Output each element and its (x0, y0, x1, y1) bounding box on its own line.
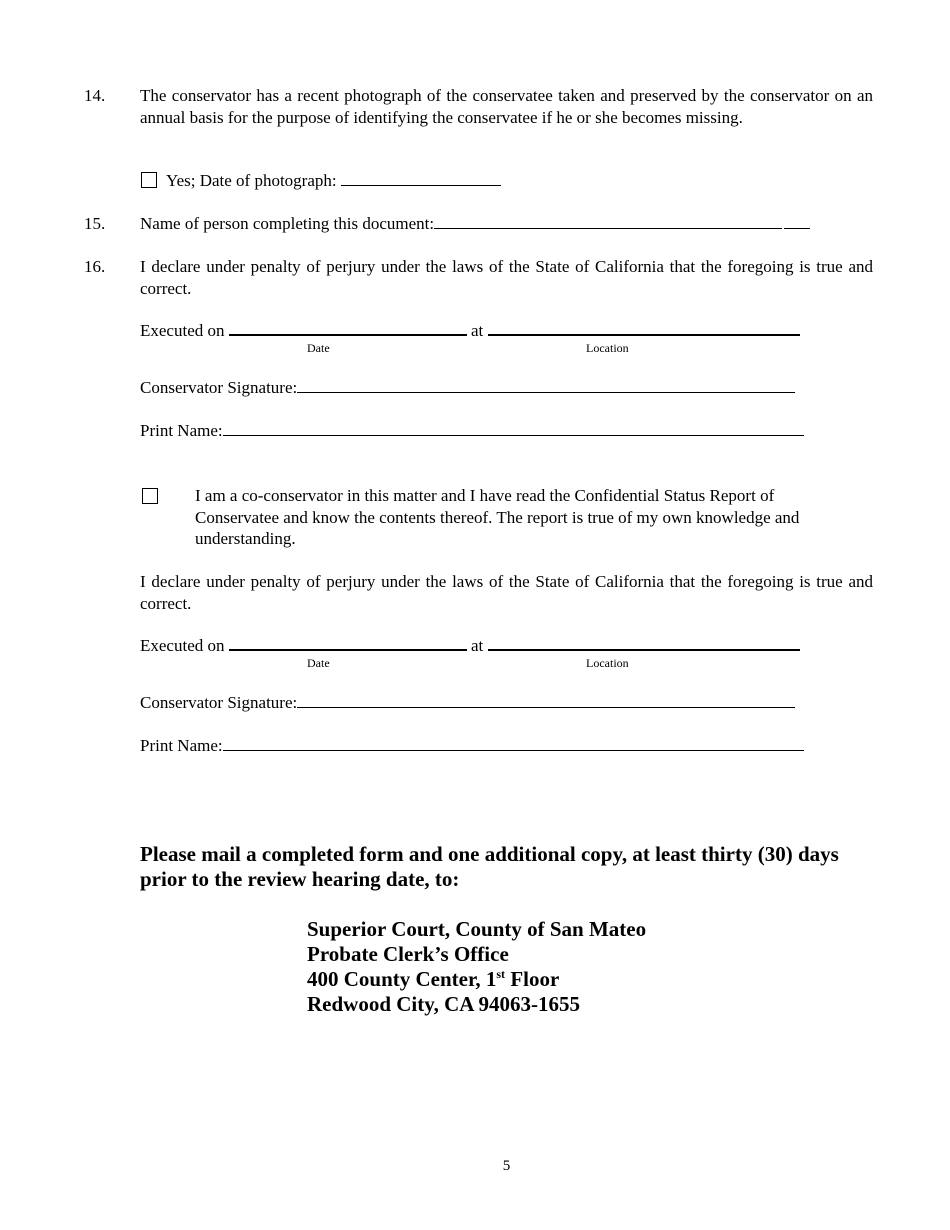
address-block (307, 917, 646, 1017)
co-conservator-declaration: I declare under penalty of perjury under the laws of the State of California that the foregoing is true and correct. (140, 572, 873, 613)
location-field-1[interactable] (488, 320, 800, 336)
print-name-row-1 (140, 420, 804, 442)
date-caption-1: Date (307, 341, 330, 355)
at-label: at (471, 321, 484, 340)
signature-label-2: Conservator Signature: (140, 693, 298, 712)
location-caption-2: Location (586, 656, 629, 670)
signature-field-2[interactable] (297, 693, 795, 708)
page-number: 5 (502, 1158, 511, 1174)
photo-yes-label: Yes; Date of photograph: (166, 171, 337, 190)
signature-label: Conservator Signature: (140, 378, 298, 397)
item-16-text: I declare under penalty of perjury under the laws of the State of California that the foregoing is true and correct. (140, 257, 873, 298)
print-name-field-2[interactable] (223, 736, 804, 751)
item-16-number: 16. (84, 257, 106, 276)
item-14-text: The conservator has a recent photograph of the conservatee taken and preserved by the conservator on an annual basis for the purpose of identifying the conservatee if he or she becomes missing. (140, 86, 873, 127)
location-caption-1: Location (586, 341, 629, 355)
co-conservator-checkbox[interactable] (142, 488, 158, 504)
print-name-label-2: Print Name: (140, 736, 223, 755)
co-conservator-text: I am a co-conservator in this matter and I have read the Confidential Status Report of Conservatee and know the contents thereof. The report is true of my own knowledge and understanding. (195, 486, 800, 548)
executed-row-1 (140, 320, 800, 342)
photo-date-field[interactable] (341, 171, 501, 186)
item-15-number: 15. (84, 214, 106, 233)
signature-row-1 (140, 377, 795, 399)
date-field-1[interactable] (229, 320, 467, 336)
executed-on-label-2: Executed on (140, 636, 225, 655)
print-name-field-1[interactable] (223, 421, 804, 436)
address-line-1: Superior Court, County of San Mateo (307, 917, 647, 941)
person-name-field-tail (784, 214, 810, 229)
mail-instruction: Please mail a completed form and one additional copy, at least thirty (30) days prior to the review hearing date, to: (140, 842, 839, 891)
person-name-field[interactable] (434, 214, 782, 229)
address-line-4: Redwood City, CA 94063-1655 (307, 992, 581, 1016)
location-field-2[interactable] (488, 635, 800, 651)
date-caption-2: Date (307, 656, 330, 670)
item-14-number: 14. (84, 86, 106, 105)
photo-yes-checkbox[interactable] (141, 172, 157, 188)
at-label-2: at (471, 636, 484, 655)
address-line-3: 400 County Center, 1st Floor (307, 967, 560, 991)
print-name-row-2 (140, 735, 804, 757)
signature-row-2 (140, 692, 795, 714)
executed-on-label: Executed on (140, 321, 225, 340)
date-field-2[interactable] (229, 635, 467, 651)
address-line-2: Probate Clerk’s Office (307, 942, 509, 966)
item-15-row (140, 213, 810, 235)
print-name-label: Print Name: (140, 421, 223, 440)
item-15-label: Name of person completing this document: (140, 214, 435, 233)
signature-field-1[interactable] (297, 378, 795, 393)
photo-yes-row (166, 170, 501, 192)
executed-row-2 (140, 635, 800, 657)
